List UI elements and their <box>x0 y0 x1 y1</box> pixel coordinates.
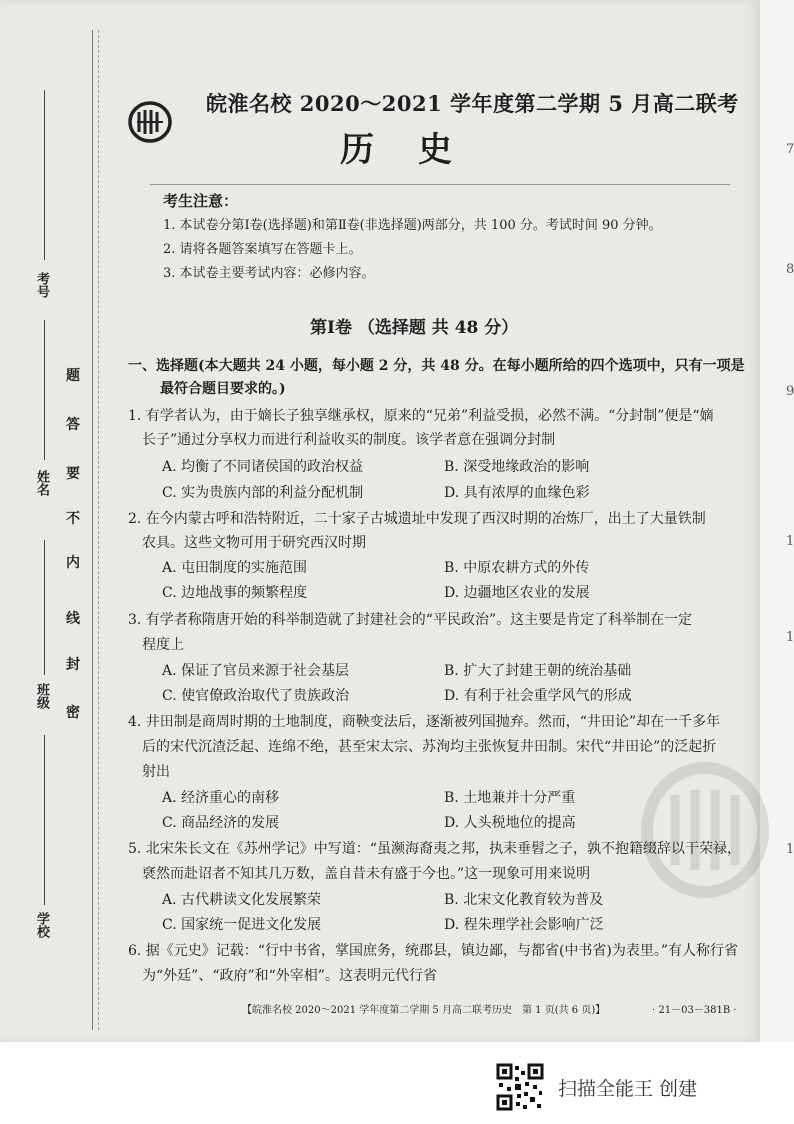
question-5-option-c: C. 国家统一促进文化发展 <box>162 917 322 933</box>
question-4-option-d: D. 人头税地位的提高 <box>444 815 576 831</box>
seal-char: 要 <box>66 466 80 482</box>
seal-char: 内 <box>66 555 80 571</box>
exam-number-rule <box>44 90 45 260</box>
question-2-option-b: B. 中原农耕方式的外传 <box>444 560 590 576</box>
notice-title: 考生注意： <box>163 192 239 210</box>
school-label: 学校 <box>34 912 49 938</box>
question-5-option-b: B. 北宋文化教育较为普及 <box>444 892 604 908</box>
seal-char: 不 <box>66 511 80 527</box>
notice-item: 1. 本试卷分第Ⅰ卷(选择题)和第Ⅱ卷(非选择题)两部分，共 100 分。考试时间 90 分钟。 <box>163 218 662 233</box>
question-3-stem-cont: 程度上 <box>142 637 184 653</box>
margin-number: 1 <box>786 630 794 645</box>
question-1-option-a: A. 均衡了不同诸侯国的政治权益 <box>162 459 364 475</box>
scanner-credit: 扫描全能王 创建 <box>558 1078 698 1100</box>
question-6-stem-cont: 为“外廷”、“政府”和“外宰相”。这表明元代行省 <box>142 968 437 984</box>
name-rule <box>44 320 45 460</box>
question-2-stem: 2. 在今内蒙古呼和浩特附近，二十家子古城遗址中发现了西汉时期的冶炼厂，出土了大量铁制 <box>128 511 706 527</box>
question-4-stem-cont: 后的宋代沉渣泛起、连绵不绝，甚至宋太宗、苏洵均主张恢复井田制。宋代“井田论”的泛起折 <box>142 739 717 755</box>
binding-line <box>92 30 93 1030</box>
margin-number: 9 <box>786 384 794 399</box>
exam-number-label: 考号 <box>34 272 49 298</box>
question-1-option-c: C. 实为贵族内部的利益分配机制 <box>162 485 364 501</box>
question-2-stem-cont: 农具。这些文物可用于研究西汉时期 <box>142 535 366 551</box>
school-rule <box>44 735 45 905</box>
notice-item: 3. 本试卷主要考试内容：必修内容。 <box>163 266 375 281</box>
margin-number: 8 <box>786 262 794 277</box>
binding-dashed-line <box>98 30 100 1030</box>
question-5-option-a: A. 古代耕读文化发展繁荣 <box>162 892 322 908</box>
seal-char: 线 <box>66 611 80 627</box>
class-label: 班级 <box>34 683 49 709</box>
exam-title: 皖淮名校 2020～2021 学年度第二学期 5 月高二联考 <box>206 91 739 116</box>
seal-char: 封 <box>66 657 80 673</box>
part-heading-cont: 最符合题目要求的。) <box>160 381 286 397</box>
school-logo-icon <box>128 100 172 144</box>
notice-item: 2. 请将各题答案填写在答题卡上。 <box>163 242 362 257</box>
question-5-option-d: D. 程朱理学社会影响广泛 <box>444 917 604 933</box>
question-3-option-a: A. 保证了官员来源于社会基层 <box>162 663 350 679</box>
question-1-stem-cont: 长子”通过分享权力而进行利益收买的制度。该学者意在强调分封制 <box>142 432 556 448</box>
question-5-stem: 5. 北宋朱长文在《苏州学记》中写道：“虽濒海裔夷之邦，执耒垂髫之子，孰不抱籍缀辞以干荣禄， <box>128 841 741 857</box>
class-rule <box>44 540 45 675</box>
question-3-option-d: D. 有利于社会重学风气的形成 <box>444 688 632 704</box>
question-1-option-b: B. 深受地缘政治的影响 <box>444 459 590 475</box>
part-heading: 一、选择题(本大题共 24 小题，每小题 2 分，共 48 分。在每小题所给的四个选项中，只有一项是 <box>128 358 745 374</box>
subject-title: 历史 <box>340 130 496 170</box>
seal-char: 密 <box>66 705 80 721</box>
question-5-stem-cont: 褎然而赴诏者不知其几万数，盖自昔未有盛于今也。”这一现象可用来说明 <box>142 866 591 882</box>
question-1-option-d: D. 具有浓厚的血缘色彩 <box>444 485 590 501</box>
question-2-option-d: D. 边疆地区农业的发展 <box>444 585 590 601</box>
question-4-option-b: B. 土地兼并十分严重 <box>444 790 576 806</box>
qr-code-icon <box>496 1063 544 1111</box>
question-4-stem-cont: 射出 <box>142 764 170 780</box>
margin-number: 1 <box>786 534 794 549</box>
question-2-option-c: C. 边地战事的频繁程度 <box>162 585 308 601</box>
seal-char: 答 <box>66 417 80 433</box>
section-title: 第Ⅰ卷 （选择题 共 48 分） <box>310 318 519 338</box>
margin-number: 7 <box>786 142 794 157</box>
name-label: 姓名 <box>34 470 49 496</box>
seal-char: 题 <box>66 368 80 384</box>
question-4-stem: 4. 井田制是商周时期的土地制度，商鞅变法后，逐渐被列国抛弃。然而，“井田论”却在一千多年 <box>128 714 721 730</box>
page-footer: 【皖淮名校 2020～2021 学年度第二学期 5 月高二联考历史 第 1 页(共 6 页)】 <box>242 1005 606 1016</box>
question-3-option-c: C. 使官僚政治取代了贵族政治 <box>162 688 350 704</box>
question-3-stem: 3. 有学者称隋唐开始的科举制造就了封建社会的“平民政治”。这主要是肯定了科举制在一定 <box>128 612 693 628</box>
question-3-option-b: B. 扩大了封建王朝的统治基础 <box>444 663 632 679</box>
margin-number: 1 <box>786 842 794 857</box>
question-1-stem: 1. 有学者认为，由于嫡长子独享继承权，原来的“兄弟”利益受损，必然不满。“分封制”便是“嫡 <box>128 408 714 424</box>
question-4-option-c: C. 商品经济的发展 <box>162 815 280 831</box>
paper-code: · 21－03－381B · <box>652 1005 737 1016</box>
question-6-stem: 6. 据《元史》记载：“行中书省，掌国庶务，统郡县，镇边鄙，与都省(中书省)为表里。”有人称行省 <box>128 943 739 959</box>
watermark-logo-icon <box>640 760 770 900</box>
question-4-option-a: A. 经济重心的南移 <box>162 790 280 806</box>
question-2-option-a: A. 屯田制度的实施范围 <box>162 560 308 576</box>
